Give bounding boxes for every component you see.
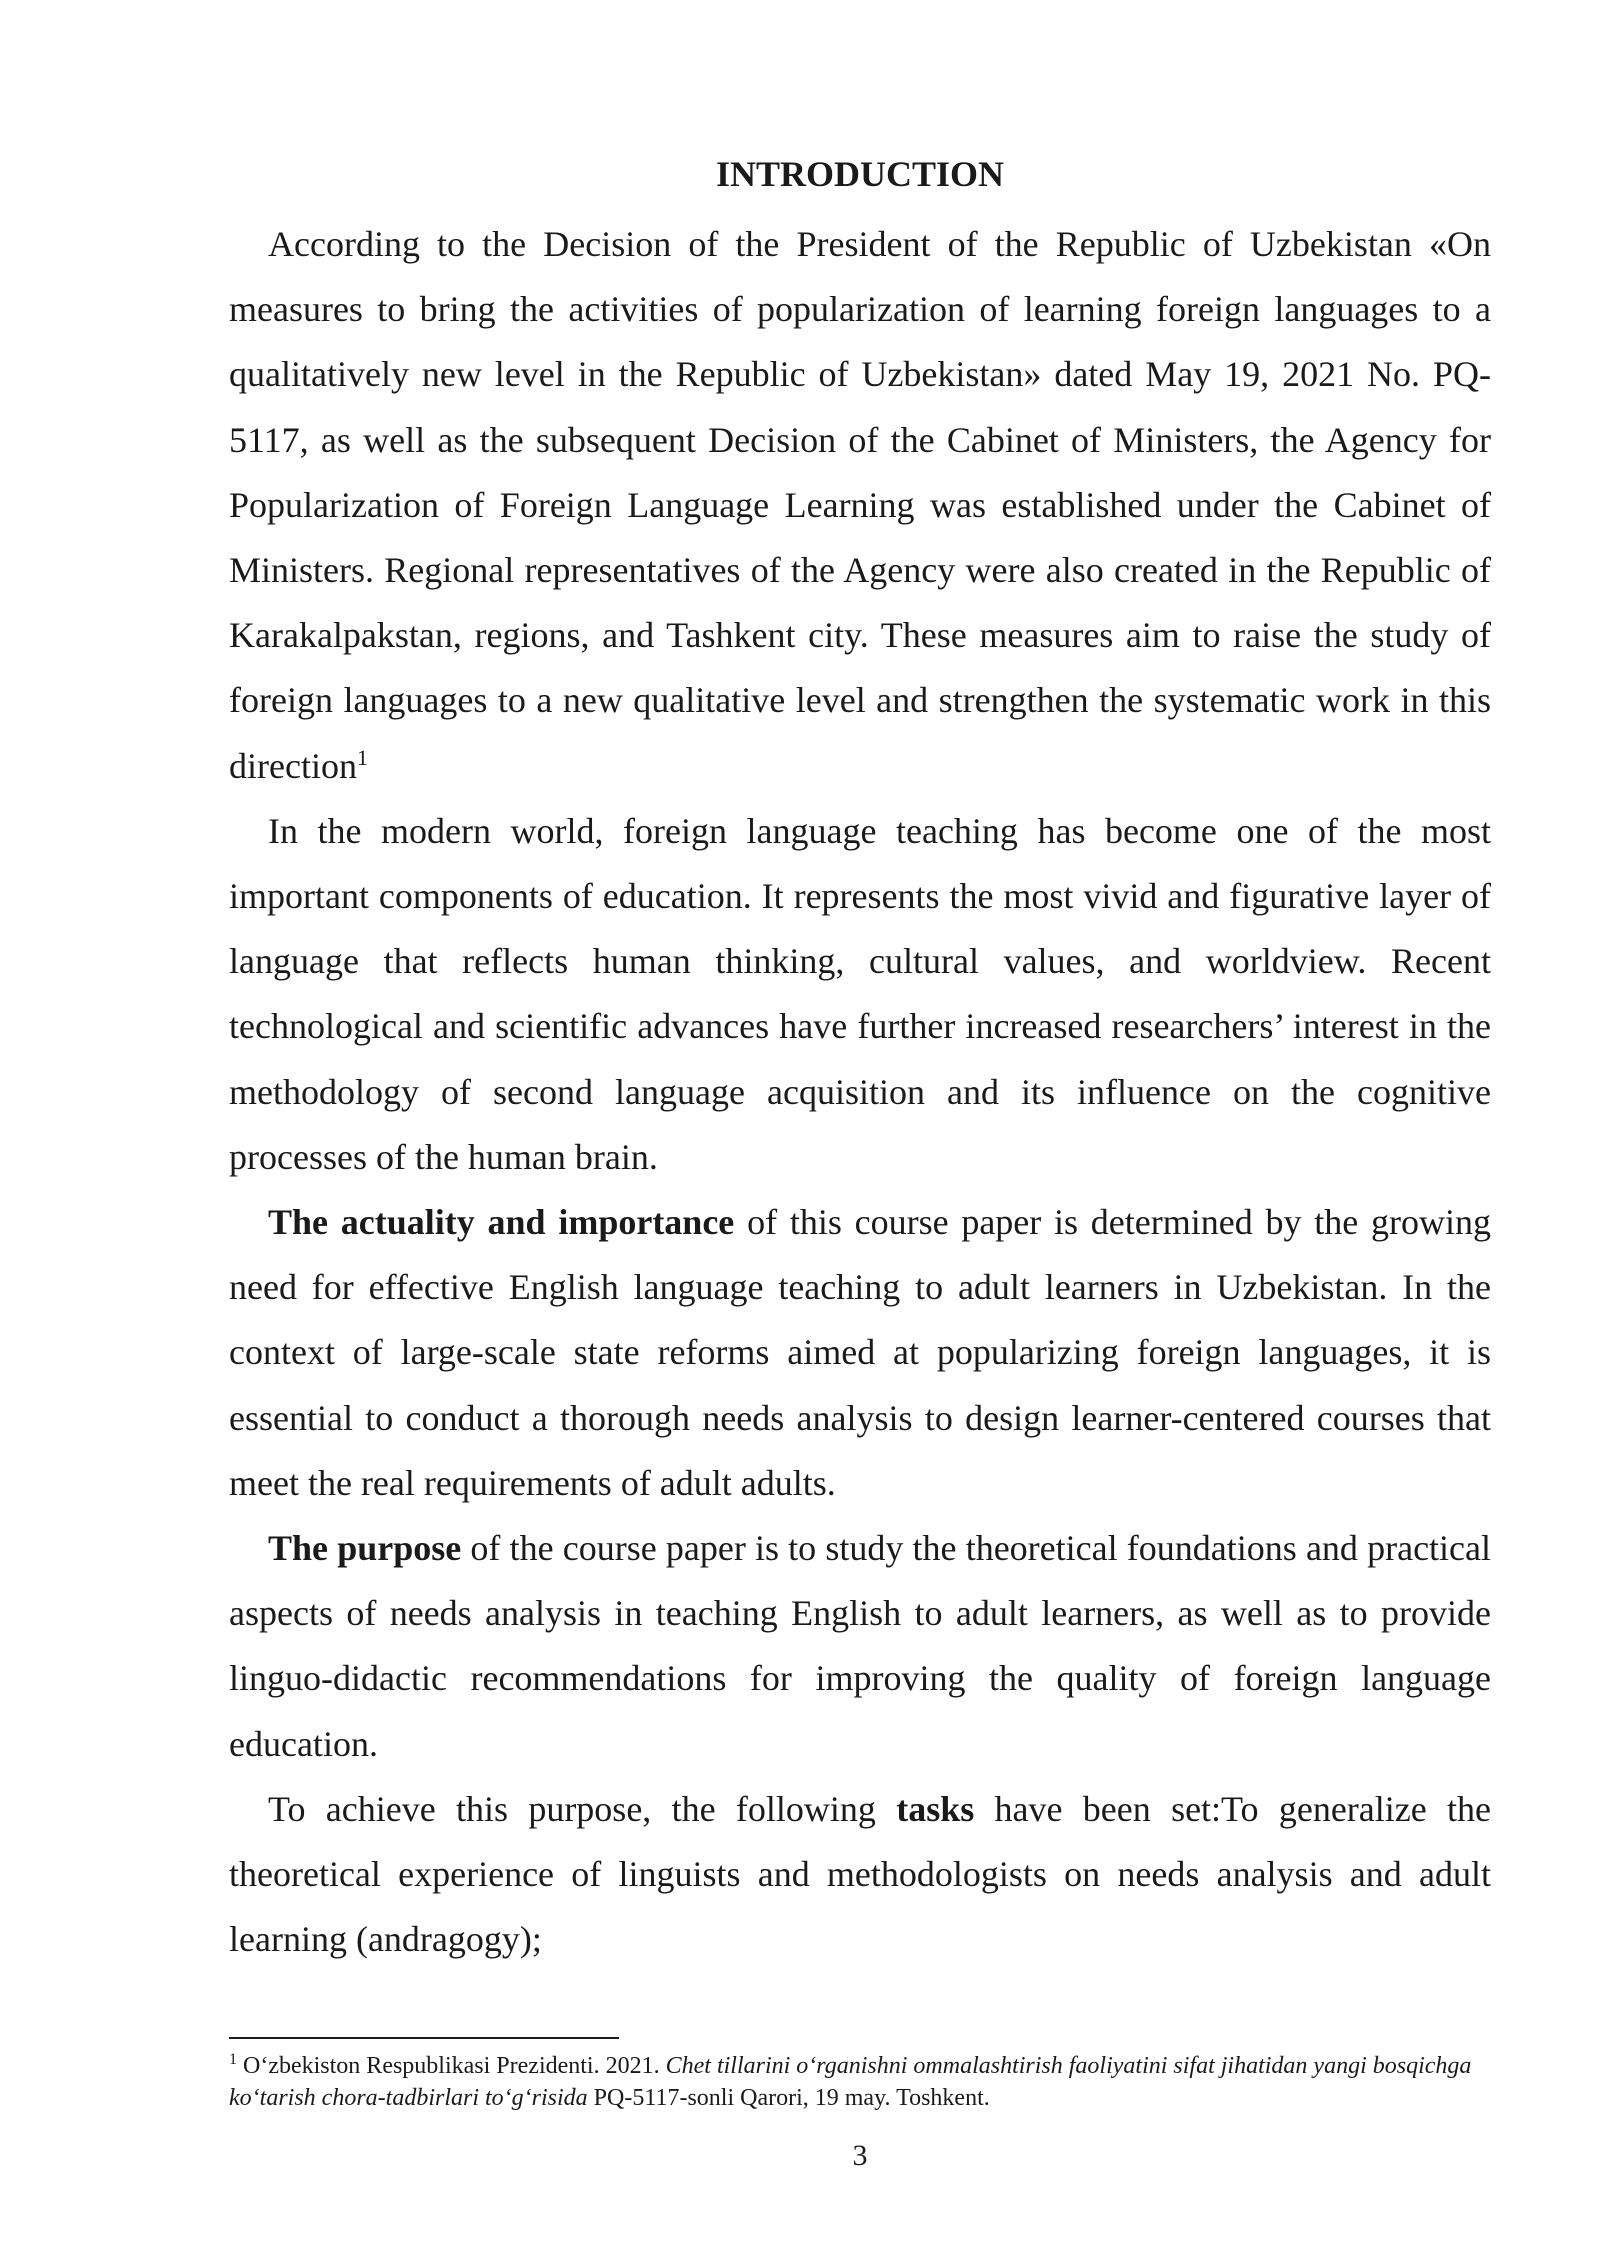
- paragraph-modern-world: In the modern world, foreign language teaching has become one of the most important components of education. It represents the most vivid and figurative layer of language that reflects human thinking, cultural values, and worldview. Recent technological and scientific advances have further increased researchers’ interest in the methodology of second language acquisition and its influence on the cognitive processes of the human brain.: [229, 810, 1491, 1177]
- footnote-italic-title: Chet tillarini o‘rganishni ommalashtirish faoliyatini sifat jihatidan yangi bosqichga ko‘tarish chora-tadbirlari to‘g‘risida: [229, 2053, 1472, 2111]
- paragraph-decision: [229, 212, 1491, 799]
- page-body: [229, 150, 1491, 1972]
- footnote-mark: 1: [229, 2051, 237, 2068]
- footnote: [229, 2050, 1491, 2114]
- actuality-heading: The actuality and importance: [268, 1202, 735, 1243]
- page-title: INTRODUCTION: [715, 154, 1005, 194]
- paragraph-purpose: [229, 1516, 1491, 1777]
- paragraph-actuality: [229, 1190, 1491, 1516]
- purpose-text: of the course paper is to study the theoretical foundations and practical aspects of needs analysis in teaching English to adult learners, as well as to provide linguo-didactic recommendations for improving the quality of foreign language education.: [229, 1528, 1492, 1764]
- page-number: 3: [852, 2139, 868, 2172]
- footnote-divider: [229, 2037, 619, 2039]
- purpose-heading: The purpose: [268, 1528, 462, 1569]
- tasks-heading: tasks: [896, 1788, 975, 1829]
- actuality-text: of this course paper is determined by the growing need for effective English language teaching to adult learners in Uzbekistan. In the context of large-scale state reforms aimed at popularizing foreign languages, it is essential to conduct a thorough needs analysis to design learner-centered courses that meet the real requirements of adult adults.: [229, 1202, 1491, 1503]
- paragraph-tasks: [229, 1777, 1491, 1973]
- tasks-after: have been set:To generalize the theoretical experience of linguists and methodologists on needs analysis and adult learning (andragogy);: [229, 1788, 1492, 1960]
- footnote-suffix: PQ-5117-sonli Qarori, 19 may. Toshkent.: [587, 2085, 990, 2111]
- footnote-prefix: O‘zbekiston Respublikasi Prezidenti. 2021.: [237, 2053, 666, 2079]
- footnote-reference[interactable]: 1: [356, 744, 368, 770]
- tasks-before: To achieve this purpose, the following: [268, 1788, 897, 1829]
- paragraph-decision-text: According to the Decision of the President of the Republic of Uzbekistan «On measures to bring the activities of popularization of learning foreign languages to a qualitatively new level in the Republic of Uzbekistan» dated May 19, 2021 No. PQ-5117, as well as the subsequent Decision of the Cabinet of Ministers, the Agency for Popularization of Foreign Language Learning was established under the Cabinet of Ministers. Regional representatives of the Agency were also created in the Republic of Karakalpakstan, regions, and Tashkent city. These measures aim to raise the study of foreign languages to a new qualitative level and strengthen the systematic work in this direction: [229, 224, 1491, 786]
